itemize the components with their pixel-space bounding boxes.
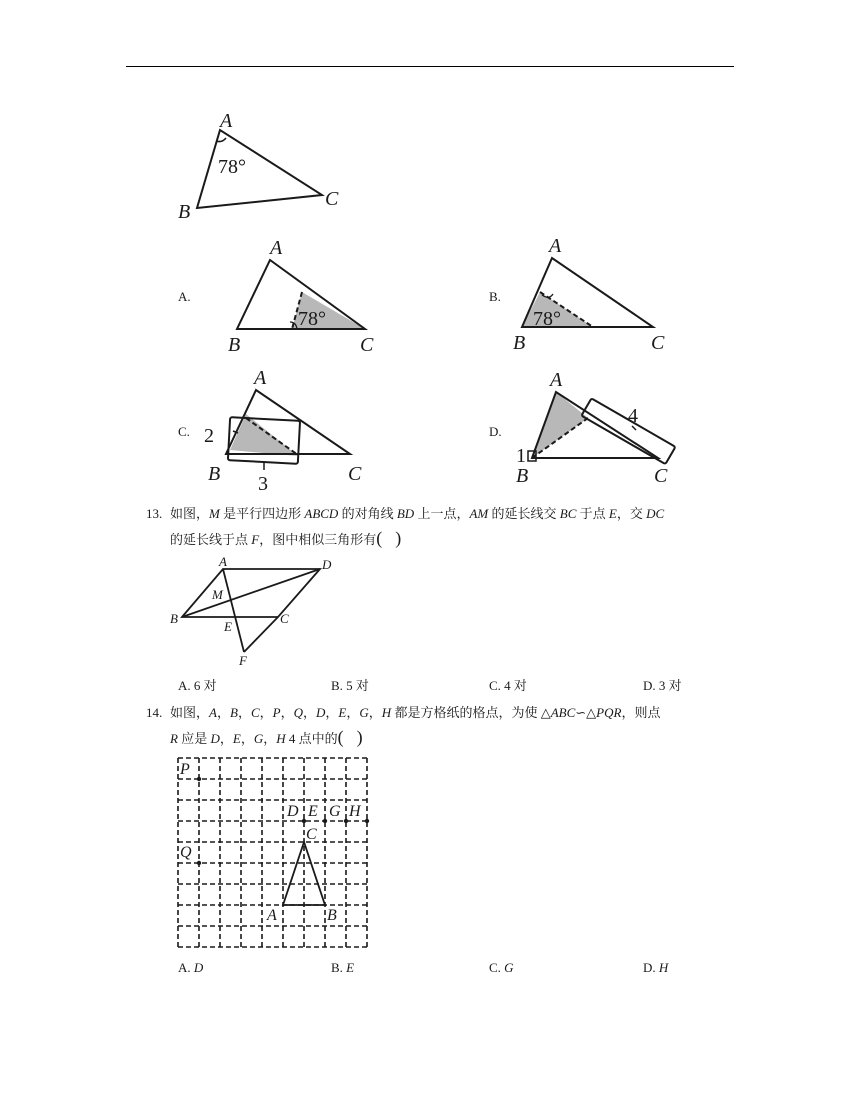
answer-bracket-close: ): [356, 727, 363, 747]
label-p: P: [180, 761, 190, 778]
q12-option-c-letter: C.: [178, 424, 190, 439]
angle-label: 78°: [218, 156, 246, 178]
side-label-3: 3: [258, 473, 268, 495]
label-b: B: [513, 332, 526, 354]
label-a: A: [270, 237, 283, 259]
label-c: C: [654, 465, 668, 487]
answer-bracket-close: ): [395, 528, 402, 548]
answer-blank: [382, 532, 395, 547]
question-14: 14. 如图，A，B，C，P，Q，D，E，G，H 都是方格纸的格点，为使 △ABC∽△PQR，则点 R 应是 D，E，G，H 4 点中的( ): [146, 700, 736, 751]
side-label-2: 2: [204, 425, 214, 447]
label-b: B: [170, 611, 178, 626]
label-d: D: [322, 557, 332, 572]
grid-figure: [172, 752, 372, 952]
label-q: Q: [180, 844, 192, 861]
q13-option-a: A. 6 对: [178, 678, 217, 693]
question-number: 13.: [146, 506, 163, 521]
label-a: A: [254, 367, 267, 389]
header-rule: [126, 66, 734, 67]
q13-option-c: C. 4 对: [489, 678, 527, 693]
question-13: 13. 如图，M 是平行四边形 ABCD 的对角线 BD 上一点，AM 的延长线交 BC 于点 E，交 DC 的延长线于点 F，图中相似三角形有( ): [146, 501, 736, 552]
q12-option-c-figure: [198, 366, 383, 495]
label-b: B: [178, 201, 191, 223]
label-e: E: [308, 803, 318, 820]
parallelogram-figure: [168, 555, 343, 670]
q13-option-b: B. 5 对: [331, 678, 369, 693]
q12-option-b-letter: B.: [489, 289, 501, 304]
q14-option-b: B. E: [331, 960, 355, 975]
label-a: A: [267, 907, 277, 924]
label-b: B: [516, 465, 529, 487]
label-g: G: [329, 803, 341, 820]
label-c: C: [348, 463, 362, 485]
q12-option-a-figure: [220, 232, 390, 357]
label-c: C: [360, 334, 374, 356]
label-f: F: [239, 653, 247, 668]
answer-bracket-open: (: [376, 528, 383, 548]
q14-option-c: C. G: [489, 960, 514, 975]
label-m: M: [212, 587, 223, 602]
answer-blank: [344, 731, 357, 746]
q12-option-d-letter: D.: [489, 424, 502, 439]
label-b: B: [228, 334, 241, 356]
label-c: C: [651, 332, 665, 354]
side-label-1: 1: [516, 445, 526, 467]
label-b: B: [208, 463, 221, 485]
label-a: A: [550, 369, 563, 391]
q13-option-d: D. 3 对: [643, 678, 682, 693]
label-b: B: [327, 907, 337, 924]
angle-label: 78°: [533, 308, 561, 330]
answer-bracket-open: (: [337, 727, 344, 747]
triangle-abc-figure: [170, 105, 360, 225]
label-a: A: [220, 110, 233, 132]
q14-option-d: D. H: [643, 960, 669, 975]
question-number: 14.: [146, 705, 163, 720]
angle-label: 78°: [298, 308, 326, 330]
q12-option-d-figure: [510, 366, 680, 491]
label-e: E: [224, 619, 232, 634]
label-a: A: [549, 235, 562, 257]
q12-option-b-figure: [505, 232, 675, 357]
side-label-4: 4: [628, 405, 638, 427]
q14-option-a: A. D: [178, 960, 204, 975]
label-h: H: [349, 803, 361, 820]
label-c: C: [306, 826, 317, 843]
label-d: D: [287, 803, 299, 820]
q12-option-a-letter: A.: [178, 289, 191, 304]
label-c: C: [325, 188, 339, 210]
label-c: C: [280, 611, 289, 626]
label-a: A: [219, 554, 227, 569]
